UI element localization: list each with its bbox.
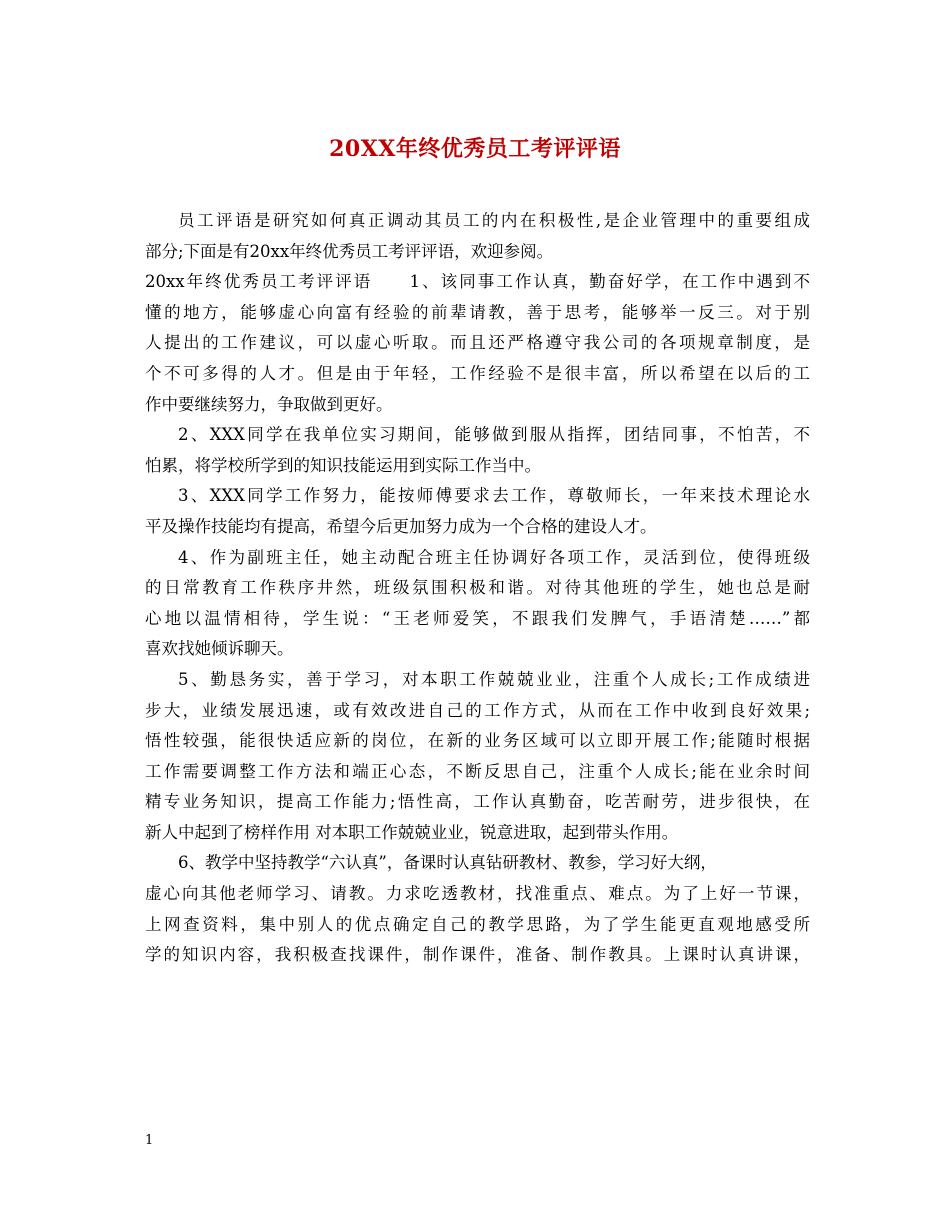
text-line: 心地以温情相待，学生说：“王老师爱笑，不跟我们发脾气，手语清楚……”都: [145, 608, 810, 628]
document-title: 20XX年终优秀员工考评评语: [329, 136, 621, 162]
page-number: 1: [145, 1133, 154, 1148]
text-line: 怕累，将学校所学到的知识技能运用到实际工作当中。: [145, 455, 541, 475]
text-line: 学的知识内容，我积极查找课件，制作课件，准备、制作教具。上课时认真讲课，: [145, 945, 810, 965]
text-line: 步大，业绩发展迅速，或有效改进自己的工作方式，从而在工作中收到良好效果;: [145, 700, 810, 720]
text-line: 2、XXX同学在我单位实习期间，能够做到服从指挥，团结同事，不怕苦，不: [178, 425, 810, 445]
document-body: [145, 206, 810, 971]
text-line: 5、勤恳务实，善于学习，对本职工作兢兢业业，注重个人成长;工作成绩进: [178, 669, 810, 689]
text-line: 悟性较强，能很快适应新的岗位，在新的业务区域可以立即开展工作;能随时根据: [145, 731, 810, 751]
text-line: 部分;下面是有20xx年终优秀员工考评评语，欢迎参阅。: [145, 241, 554, 261]
text-line: 4、作为副班主任，她主动配合班主任协调好各项工作，灵活到位，使得班级: [178, 547, 810, 567]
text-line: 个不可多得的人才。但是由于年轻，工作经验不是很丰富，所以希望在以后的工: [145, 363, 810, 383]
text-line: 6、教学中坚持教学“六认真”，备课时认真钻研教材、教参，学习好大纲，: [178, 853, 717, 873]
text-line: 虚心向其他老师学习、请教。力求吃透教材，找准重点、难点。为了上好一节课，: [145, 884, 810, 904]
text-line: 懂的地方，能够虚心向富有经验的前辈请教，善于思考，能够举一反三。对于别: [145, 302, 810, 322]
text-line: 精专业务知识，提高工作能力;悟性高，工作认真勤奋，吃苦耐劳，进步很快，在: [145, 792, 810, 812]
text-line: 3、XXX同学工作努力，能按师傅要求去工作，尊敬师长，一年来技术理论水: [178, 486, 810, 506]
text-line: 作中要继续努力，争取做到更好。: [145, 394, 393, 414]
text-line: 的日常教育工作秩序井然，班级氛围积极和谐。对待其他班的学生，她也总是耐: [145, 578, 810, 598]
text-line: 员工评语是研究如何真正调动其员工的内在积极性,是企业管理中的重要组成: [178, 211, 810, 230]
text-line: 工作需要调整工作方法和端正心态，不断反思自己，注重个人成长;能在业余时间: [145, 761, 810, 781]
text-line: 20xx年终优秀员工考评评语 1、该同事工作认真，勤奋好学，在工作中遇到不: [145, 272, 810, 292]
text-line: 新人中起到了榜样作用 对本职工作兢兢业业，锐意进取，起到带头作用。: [145, 822, 679, 842]
text-line: 平及操作技能均有提高，希望今后更加努力成为一个合格的建设人才。: [145, 516, 657, 536]
text-line: 人提出的工作建议，可以虚心听取。而且还严格遵守我公司的各项规章制度，是: [145, 333, 810, 353]
text-line: 上网查资料，集中别人的优点确定自己的教学思路，为了学生能更直观地感受所: [145, 914, 810, 934]
text-line: 喜欢找她倾诉聊天。: [145, 639, 294, 659]
